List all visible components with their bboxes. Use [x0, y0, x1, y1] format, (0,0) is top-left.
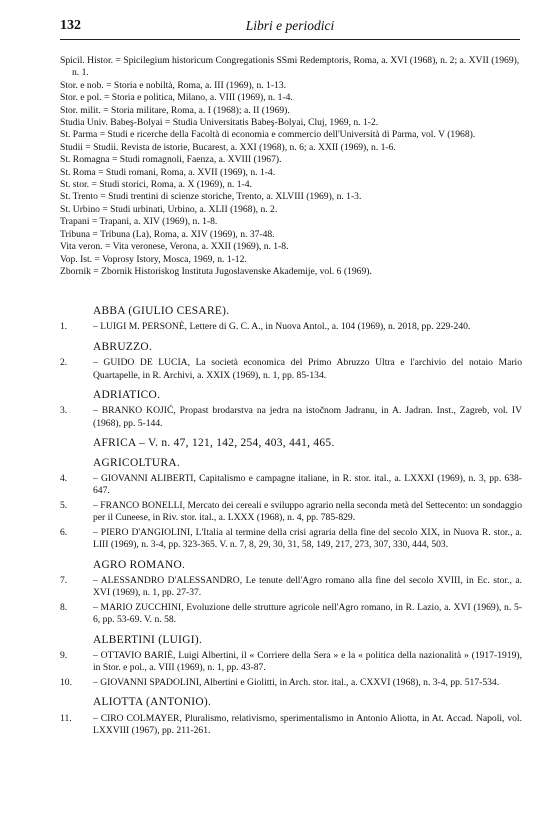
- section-aliotta: [60, 696, 522, 737]
- section-abruzzo: [60, 341, 522, 382]
- entry-text: – CIRO COLMAYER, Pluralismo, relativismo, sperimentalismo in Antonio Aliotta, in At. Accad. Napoli, vol. LXXVIII (1967), pp. 211-261.: [93, 712, 522, 736]
- abbreviation-line: Zbornik = Zbornik Historiskog Instituta Jugoslavenske Akademije, vol. 6 (1969).: [60, 265, 372, 277]
- abbreviation-line: St. Trento = Studi trentini di scienze storiche, Trento, a. XLVIII (1969), n. 1-3.: [60, 191, 362, 203]
- bibliography-entry: [60, 405, 522, 430]
- abbreviation-line: Stor. e pol. = Storia e politica, Milano, a. VIII (1969), n. 1-4.: [60, 92, 293, 104]
- abbreviation-line: St. Parma = Studi e ricerche della Facoltà di economia e commercio dell'Università di Parma, vol. V (1968).: [60, 129, 476, 141]
- entry-number: 11.: [60, 712, 72, 724]
- section-title: AFRICA – V. n. 47, 121, 142, 254, 403, 441, 465.: [93, 437, 335, 450]
- section-title: ALIOTTA (ANTONIO).: [93, 696, 212, 709]
- abbreviation-line: St. Urbino = Studi urbinati, Urbino, a. XLII (1968), n. 2.: [60, 203, 278, 215]
- bibliography-entry: [60, 575, 522, 600]
- entry-number: 3.: [60, 405, 68, 417]
- entry-number: 2.: [60, 357, 68, 369]
- entry-text: – BRANKO KOJIĆ, Propast brodarstva na jedra na istočnom Jadranu, in A. Jadran. Inst., Zagreb, vol. IV (1968), pp. 5-144.: [93, 405, 522, 429]
- section-title: AGRO ROMANO.: [93, 558, 186, 571]
- section-agro-romano: [60, 559, 522, 627]
- bibliography-entry: [60, 527, 522, 552]
- bibliography-entry: [60, 357, 522, 382]
- entry-number: 1.: [60, 321, 68, 333]
- entry-number: 8.: [60, 601, 68, 613]
- abbreviation-line: Trapani = Trapani, a. XIV (1969), n. 1-8.: [60, 216, 218, 228]
- entry-number: 6.: [60, 526, 68, 538]
- abbreviation-line: St. stor. = Studi storici, Roma, a. X (1969), n. 1-4.: [60, 179, 252, 191]
- running-title: Libri e periodici: [245, 18, 335, 33]
- bibliography-entry: [60, 650, 522, 675]
- abbreviation-line: Vita veron. = Vita veronese, Verona, a. XXII (1969), n. 1-8.: [60, 241, 289, 253]
- abbreviation-line: Stor. milit. = Storia militare, Roma, a. I (1968); a. II (1969).: [60, 104, 290, 116]
- header-rule: [60, 39, 520, 40]
- bibliography-entry: [60, 473, 522, 498]
- bibliography-entry: [60, 321, 522, 333]
- section-title: ABRUZZO.: [93, 340, 153, 353]
- entry-text: – OTTAVIO BARIÈ, Luigi Albertini, il « Corriere della Sera » e la « politica della nazionalità » (1917-1919), in Stor. e pol., a. VIII (1969), n. 1, pp. 43-87.: [93, 649, 522, 674]
- abbreviation-line: Studia Univ. Babeş-Bolyai = Studia Universitatis Babeş-Bolyai, Cluj, 1969, n. 1-2.: [60, 117, 379, 129]
- section-title: ALBERTINI (LUIGI).: [93, 633, 203, 646]
- section-africa: [60, 437, 522, 449]
- entry-number: 4.: [60, 473, 68, 485]
- page-number: 132: [60, 18, 81, 33]
- abbreviation-line: St. Romagna = Studi romagnoli, Faenza, a. XVIII (1967).: [60, 154, 282, 166]
- entry-text: – GUIDO DE LUCIA, La società economica del Primo Abruzzo Ultra e l'archivio del notaio Mario Quartapelle, in R. Archivi, a. XXIX (1969), n. 1, pp. 85-134.: [93, 357, 522, 381]
- bibliography-entry: [60, 713, 522, 738]
- entry-text: – ALESSANDRO D'ALESSANDRO, Le tenute dell'Agro romano alla fine del secolo XVIII, in Ec. stor., a. XVI (1969), n. 1, pp. 27-37.: [93, 574, 522, 599]
- abbreviation-line: Vop. Ist. = Voprosy Istory, Mosca, 1969, n. 1-12.: [60, 253, 247, 265]
- entry-text: – GIOVANNI ALIBERTI, Capitalismo e campagne italiane, in R. stor. ital., a. LXXXI (1969), n. 3, pp. 638-647.: [93, 473, 522, 497]
- section-agricoltura: [60, 457, 522, 552]
- abbreviation-line: Tribuna = Tribuna (La), Roma, a. XIV (1969), n. 37-48.: [60, 228, 275, 240]
- entry-number: 10.: [60, 676, 72, 688]
- entry-number: 7.: [60, 574, 68, 586]
- abbreviation-line: Studii = Studii. Revista de istorie, Bucarest, a. XXI (1968), n. 6; a. XXII (1969), n. 1-6.: [60, 141, 396, 153]
- section-abba: [60, 305, 522, 334]
- entry-text: – MARIO ZUCCHINI, Evoluzione delle strutture agricole nell'Agro romano, in R. Lazio, a. XVI (1969), n. 5-6, pp. 53-69. V. n. 58.: [93, 601, 522, 626]
- abbreviation-line: Stor. e nob. = Storia e nobiltà, Roma, a. III (1969), n. 1-13.: [60, 79, 287, 91]
- section-adriatico: [60, 389, 522, 430]
- page-header: [60, 18, 520, 36]
- entry-text: – GIOVANNI SPADOLINI, Albertini e Giolitti, in Arch. stor. ital., a. CXXVI (1968), n. 3-4, pp. 517-534.: [93, 676, 500, 688]
- section-title: ABBA (GIULIO CESARE).: [93, 305, 230, 317]
- entry-text: – LUIGI M. PERSONÈ, Lettere di G. C. A., in Nuova Antol., a. 104 (1969), n. 2018, pp. 229-240.: [93, 321, 471, 333]
- entry-text: – FRANCO BONELLI, Mercato dei cereali e sviluppo agrario nella seconda metà del Settecento: un sondaggio per il Cuneese, in Riv. stor. ital., a. LXXX (1968), n. 4, pp. 785-829.: [93, 499, 522, 524]
- bibliography-sections: [60, 305, 522, 744]
- bibliography-entry: [60, 677, 522, 689]
- section-title: AGRICOLTURA.: [93, 456, 181, 469]
- entry-number: 9.: [60, 649, 68, 661]
- bibliography-entry: [60, 500, 522, 525]
- abbreviation-line: Spicil. Histor. = Spicilegium historicum Congregationis SSmi Redemptoris, Roma, a. XVI (1968), n. 2; a. XVII (1969), n. 1.: [60, 55, 520, 79]
- entry-text: – PIERO D'ANGIOLINI, L'Italia al termine della crisi agraria della fine del secolo XIX, in Nuova R. stor., a. LIII (1969), n. 3-4, pp. 323-365. V. n. 7, 8, 29, 30, 31, 58, 149, 217, 273, 307, 330, 444, 503.: [93, 526, 522, 551]
- abbreviations-list: [60, 55, 522, 278]
- section-albertini: [60, 634, 522, 690]
- bibliography-entry: [60, 602, 522, 627]
- section-title: ADRIATICO.: [93, 389, 161, 402]
- abbreviation-line: St. Roma = Studi romani, Roma, a. XVII (1969), n. 1-4.: [60, 166, 276, 178]
- entry-number: 5.: [60, 499, 68, 511]
